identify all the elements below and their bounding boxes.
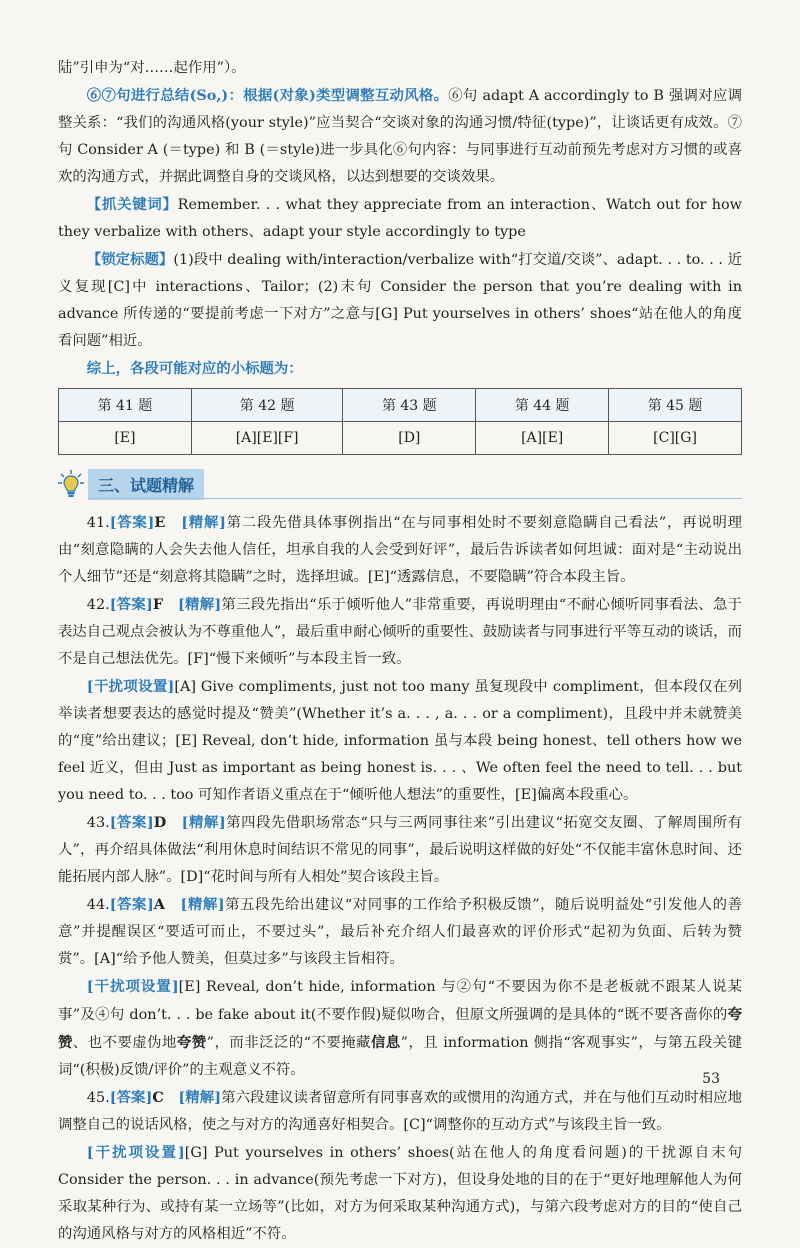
- section-title: 三、试题精解: [88, 469, 204, 500]
- question-42: [58, 591, 742, 673]
- distractor-text: 、也不要虚伪地: [72, 1035, 177, 1051]
- distractor-label: [干扰项设置]: [86, 678, 175, 695]
- question-45: [58, 1084, 742, 1139]
- summary-heading: ⑥⑦句进行总结(So,)：根据(对象)类型调整互动风格。: [86, 87, 449, 104]
- distractor-text: [A] Give compliments, just not too many 虽复现段中 compliment，但本段仅在列举读者想要表达的感觉时提及“赞美”(Whether it’s a. . . , a. . . or a compliment)，且段中并未就赞美的“度”给出建议；[E] Reveal, don’t hide, information 虽与本段 being honest、tell others how we feel 近义，但由 Just as important as being honest is. . . 、We often feel the need to tell. . . but you need to. . . too 可知作者语义重点在于“倾听他人想法”的重要性，[E]偏离本段重心。: [58, 679, 742, 803]
- question-42-distractor: [58, 673, 742, 809]
- question-44: [58, 891, 742, 973]
- question-43: [58, 809, 742, 891]
- answer-value: E: [154, 514, 166, 531]
- explain-text: 第三段先指出“乐于倾听他人”非常重要，再说明理由“不耐心倾听同事看法、急于表达自己观点会被认为不尊重他人”，最后重申耐心倾听的重要性、鼓励读者与同事进行平等互动的谈话，而不是自己想法优先。[F]“慢下来倾听”与本段主旨一致。: [58, 597, 742, 667]
- question-44-distractor: [58, 973, 742, 1084]
- question-number: 44.: [86, 897, 110, 913]
- summary-paragraph: [58, 82, 742, 191]
- answer-table-header-row: [59, 389, 742, 422]
- answer-table: [58, 388, 742, 455]
- section-heading: [58, 467, 742, 501]
- section-divider: [88, 498, 742, 499]
- question-number: 45.: [86, 1090, 110, 1106]
- page-number: 53: [702, 1071, 720, 1087]
- answer-value: C: [152, 1089, 164, 1106]
- emphasis-word: 夸赞: [58, 1006, 742, 1051]
- answer-table-header: 第 44 题: [476, 389, 609, 422]
- answer-table-header: 第 43 题: [343, 389, 476, 422]
- keywords-label: 【抓关键词】: [86, 196, 178, 213]
- distractor-text: [G] Put yourselves in others’ shoes(站在他人的角度看问题)的干扰源自末句 Consider the person. . . in advance(预先考虑一下对方)，但设身处地的目的在于“更好地理解他人为何采取某种行为、或持有某一立场等”(比如，对方为何采取某种沟通方式)，与第六段考虑对方的目的“使自己的沟通风格与对方的风格相近”不符。: [58, 1145, 742, 1242]
- question-41: [58, 509, 742, 591]
- answer-table-header: 第 45 题: [609, 389, 742, 422]
- explain-label: [精解]: [180, 896, 225, 913]
- keywords-paragraph: [58, 191, 742, 246]
- answer-table-value-row: [59, 422, 742, 455]
- explain-text: 第六段建议读者留意所有同事喜欢的或惯用的沟通方式，并在与他们互动时相应地调整自己的说话风格，使之与对方的沟通喜好相契合。[C]“调整你的互动方式”与该段主旨一致。: [58, 1090, 742, 1133]
- answer-label: [答案]: [109, 1089, 153, 1106]
- intro-line: 陆”引申为“对……起作用”）。: [58, 60, 246, 76]
- distractor-label: [干扰项设置]: [86, 1144, 185, 1161]
- answer-table-header: 第 42 题: [191, 389, 343, 422]
- explain-label: [精解]: [181, 814, 226, 831]
- answer-table-cell: [A][E][F]: [191, 422, 343, 455]
- question-45-distractor: [58, 1139, 742, 1248]
- explain-label: [精解]: [181, 514, 226, 531]
- answer-label: [答案]: [109, 814, 154, 831]
- lock-title-paragraph: [58, 246, 742, 355]
- answer-table-cell: [A][E]: [476, 422, 609, 455]
- answer-table-header: 第 41 题: [59, 389, 192, 422]
- distractor-label: [干扰项设置]: [86, 978, 179, 995]
- emphasis-word: 信息: [370, 1034, 401, 1051]
- explain-text: 第四段先借职场常态“只与三两同事往来”引出建议“拓宽交友圈、了解周围所有人”，再介绍具体做法“利用休息时间结识不常见的同事”，最后说明这样做的好处“不仅能丰富休息时间、还能拓展内部人脉”。[D]“花时间与所有人相处”契合该段主旨。: [58, 815, 742, 885]
- explain-text: 第五段先给出建议“对同事的工作给予积极反馈”，随后说明益处“引发他人的善意”并提醒误区“要适可而止，不要过头”，最后补充介绍人们最喜欢的评价形式“起初为负面、后转为赞赏”。[A]“给予他人赞美，但莫过多”与该段主旨相符。: [58, 897, 742, 967]
- summary-text: ⑥句 adapt A accordingly to B 强调对应调整关系：“我们的沟通风格(your style)”应当契合“交谈对象的沟通习惯/特征(type)”，让谈话更有成效。⑦句 Consider A (＝type) 和 B (＝style)进一步具化⑥句内容：与同事进行互动前预先考虑对方习惯的或喜欢的沟通方式，并据此调整自身的交谈风格，以达到想要的交谈效果。: [58, 88, 742, 185]
- explain-text: 第二段先借具体事例指出“在与同事相处时不要刻意隐瞒自己看法”，再说明理由“刻意隐瞒的人会失去他人信任，坦承自我的人会受到好评”，最后告诉读者如何坦诚：面对是“主动说出个人细节”还是“刻意将其隐瞒”之时，选择坦诚。[E]“透露信息，不要隐瞒”符合本段主旨。: [58, 515, 742, 585]
- keywords-text: Remember. . . what they appreciate from an interaction、Watch out for how they verbalize with others、adapt your style accordingly to type: [58, 197, 742, 240]
- answer-table-cell: [E]: [59, 422, 192, 455]
- distractor-text: ”，而非泛泛的“不要掩藏: [206, 1035, 371, 1051]
- question-number: 41.: [86, 515, 110, 531]
- question-number: 43.: [86, 815, 110, 831]
- answer-label: [答案]: [109, 596, 153, 613]
- answer-value: A: [153, 896, 165, 913]
- explain-label: [精解]: [177, 596, 222, 613]
- emphasis-word: 夸赞: [176, 1034, 207, 1051]
- question-number: 42.: [86, 597, 110, 613]
- lock-title-text: (1)段中 dealing with/interaction/verbalize with“打交道/交谈”、adapt. . . to. . . 近义复现[C]中 interactions、Tailor；(2)末句 Consider the person that you’re dealing with in advance 所传递的“要提前考虑一下对方”之意与[G] Put yourselves in others’ shoes“站在他人的角度看问题”相近。: [58, 252, 742, 349]
- answer-table-cell: [D]: [343, 422, 476, 455]
- answer-label: [答案]: [109, 514, 155, 531]
- answer-table-cell: [C][G]: [609, 422, 742, 455]
- lightbulb-icon: [58, 469, 84, 499]
- distractor-text: ”，且 information 侧指“客观事实”，与第五段关键词“(积极)反馈/评价”的主观意义不符。: [58, 1035, 742, 1078]
- lock-title-label: 【锁定标题】: [86, 251, 174, 268]
- answer-value: F: [152, 596, 164, 613]
- answer-label: [答案]: [109, 896, 154, 913]
- distractor-text: [E] Reveal, don’t hide, information 与②句“不要因为你不是老板就不跟某人说某事”及④句 don’t. . . be fake about it(不要作假)疑似吻合，但原文所强调的是具体的“既不要吝啬你的: [58, 979, 742, 1023]
- answer-value: D: [153, 814, 167, 831]
- explain-label: [精解]: [178, 1089, 222, 1106]
- table-caption: 综上，各段可能对应的小标题为：: [86, 360, 303, 377]
